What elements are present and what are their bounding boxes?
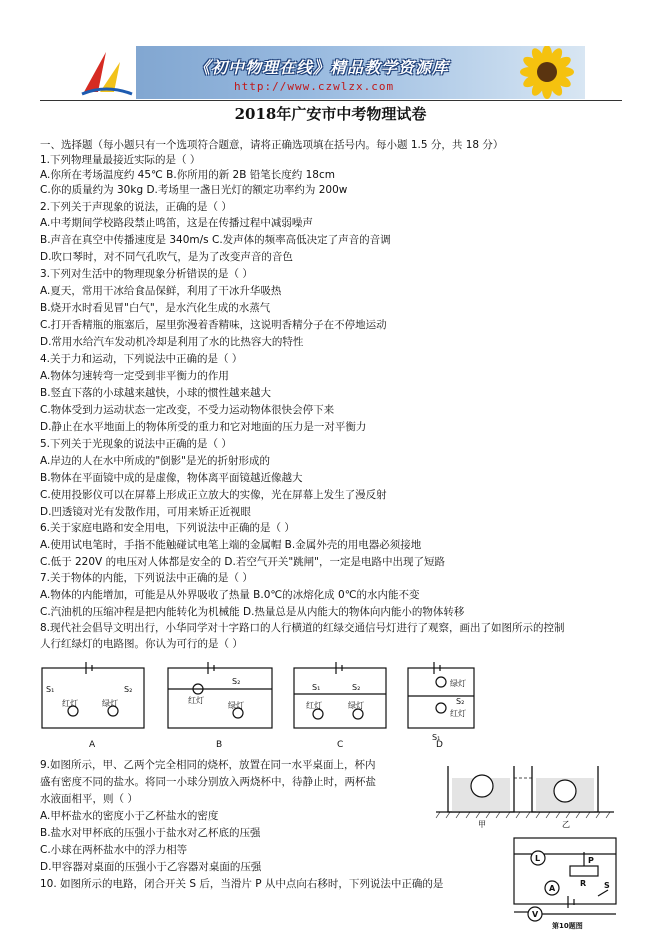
text-line: 1.下列物理量最接近实际的是（ ）: [40, 154, 201, 166]
fig8-a-green: 绿灯: [102, 699, 118, 708]
q8-circuit-figures: [36, 656, 476, 750]
fig8-d-s2: S₂: [456, 697, 465, 706]
text-line: C.低于 220V 的电压对人体都是安全的 D.若空气开关"跳闸"，一定是电路中出现了短路: [40, 556, 445, 568]
fig8-c-red: 红灯: [306, 701, 322, 710]
text-line: A.物体匀速转弯一定受到非平衡力的作用: [40, 370, 229, 382]
text-line: 6.关于家庭电路和安全用电，下列说法中正确的是（ ）: [40, 522, 295, 534]
text-line: A.使用试电笔时，手指不能触碰试电笔上端的金属帽 B.金属外壳的用电器必须接地: [40, 539, 422, 551]
text-line: D.吹口琴时，对不同气孔吹气，是为了改变声音的音色: [40, 251, 293, 263]
fig8-label-d: D: [436, 740, 443, 750]
fig10-p: P: [588, 856, 594, 865]
fig8-c-s1: S₁: [312, 683, 321, 692]
sunflower-icon: [505, 46, 585, 99]
fig8-c-s2: S₂: [352, 683, 361, 692]
fig8-b-green: 绿灯: [228, 701, 244, 710]
fig8-a-red: 红灯: [62, 699, 78, 708]
text-line: C.汽油机的压缩冲程是把内能转化为机械能 D.热量总是从内能大的物体向内能小的物体转移: [40, 606, 465, 618]
text-line: 8.现代社会倡导文明出行，小华同学对十字路口的人行横道的红绿交通信号灯进行了观察，画出了如图所示的控制: [40, 622, 565, 634]
text-line: B.物体在平面镜中成的是虚像，物体离平面镜越近像越大: [40, 472, 303, 484]
text-line: 3.下列对生活中的物理现象分析错误的是（ ）: [40, 268, 253, 280]
q9-beakers-figure: [430, 758, 620, 830]
fig8-a-s1: S₁: [46, 685, 55, 694]
text-line: C.小球在两杯盐水中的浮力相等: [40, 844, 188, 856]
text-line: 7.关于物体的内能，下列说法中正确的是（ ）: [40, 572, 253, 584]
text-line: D.常用水给汽车发动机冷却是利用了水的比热容大的特性: [40, 336, 304, 348]
text-line: C.物体受到力运动状态一定改变，不受力运动物体很快会停下来: [40, 404, 335, 416]
fig8-label-a: A: [89, 740, 96, 750]
text-line: 2.下列关于声现象的说法，正确的是（ ）: [40, 201, 232, 213]
text-line: B.烧开水时看见冒"白气"，是水汽化生成的水蒸气: [40, 302, 271, 314]
fig8-d-green: 绿灯: [450, 679, 466, 688]
banner-title: 《初中物理在线》精品教学资源库: [194, 58, 450, 77]
text-line: B.盐水对甲杯底的压强小于盐水对乙杯底的压强: [40, 827, 261, 839]
header-rule: [40, 100, 622, 101]
text-line: A.甲杯盐水的密度小于乙杯盐水的密度: [40, 810, 219, 822]
fig10-a: A: [549, 884, 556, 893]
fig8-label-c: C: [337, 740, 344, 750]
fig10-caption: 第10题图: [552, 922, 583, 930]
text-line: B.竖直下落的小球越来越快，小球的惯性越来越大: [40, 387, 272, 399]
text-line: B.声音在真空中传播速度是 340m/s C.发声体的频率高低决定了声音的音调: [40, 234, 391, 246]
text-line: 5.下列关于光现象的说法中正确的是（ ）: [40, 438, 232, 450]
text-line: A.你所在考场温度约 45℃ B.你所用的新 2B 铅笔长度约 18cm: [40, 169, 335, 181]
text-line: D.静止在水平地面上的物体所受的重力和它对地面的压力是一对平衡力: [40, 421, 367, 433]
fig8-label-b: B: [216, 740, 223, 750]
text-line: D.凹透镜对光有发散作用，可用来矫正近视眼: [40, 506, 251, 518]
q10-circuit-figure: [508, 832, 624, 932]
text-line: A.中考期间学校路段禁止鸣笛，这是在传播过程中减弱噪声: [40, 217, 313, 229]
text-line: 4.关于力和运动，下列说法中正确的是（ ）: [40, 353, 243, 365]
exam-title: 2018年广安市中考物理试卷: [234, 105, 427, 123]
fig9-cup-left: 甲: [478, 820, 486, 829]
fig8-d-s1: S₁: [432, 733, 441, 742]
fig8-a-s2: S₂: [124, 685, 133, 694]
fig10-l: L: [535, 854, 541, 863]
fig8-d-red: 红灯: [450, 709, 466, 718]
text-line: C.你的质量约为 30kg D.考场里一盏日光灯的额定功率约为 200w: [40, 184, 348, 196]
fig9-cup-right: 乙: [562, 820, 570, 829]
fig10-s: S: [604, 881, 610, 890]
fig8-b-red: 红灯: [188, 696, 204, 705]
banner-url: http://www.czwlzx.com: [234, 80, 395, 93]
text-line: C.打开香精瓶的瓶塞后，屋里弥漫着香精味，这说明香精分子在不停地运动: [40, 319, 387, 331]
header-banner: [76, 46, 585, 99]
fig10-r: R: [580, 879, 587, 888]
text-line: 水液面相平，则（ ）: [40, 793, 138, 805]
text-line: 人行红绿灯的电路图。你认为可行的是（ ）: [40, 638, 243, 650]
text-line: 盛有密度不同的盐水。将同一小球分别放入两烧杯中，待静止时，两杯盐: [40, 776, 376, 788]
text-line: D.甲容器对桌面的压强小于乙容器对桌面的压强: [40, 861, 262, 873]
text-line: A.岸边的人在水中所成的"倒影"是光的折射形成的: [40, 455, 270, 467]
text-line: A.夏天，常用干冰给食品保鲜，利用了干冰升华吸热: [40, 285, 282, 297]
text-line: C.使用投影仪可以在屏幕上形成正立放大的实像，光在屏幕上发生了漫反射: [40, 489, 387, 501]
fig8-b-s2: S₂: [232, 677, 241, 686]
logo-icon: [76, 46, 136, 99]
text-line: 10. 如图所示的电路，闭合开关 S 后，当滑片 P 从中点向右移时，下列说法中正确的是: [40, 878, 444, 890]
text-line: A.物体的内能增加，可能是从外界吸收了热量 B.0℃的冰熔化成 0℃的水内能不变: [40, 589, 420, 601]
fig10-v: V: [532, 910, 539, 919]
fig8-c-green: 绿灯: [348, 701, 364, 710]
text-line: 9.如图所示，甲、乙两个完全相同的烧杯，放置在同一水平桌面上，杯内: [40, 759, 376, 771]
text-line: 一、选择题（每小题只有一个选项符合题意，请将正确选项填在括号内。每小题 1.5 分，共 18 分）: [40, 139, 504, 151]
